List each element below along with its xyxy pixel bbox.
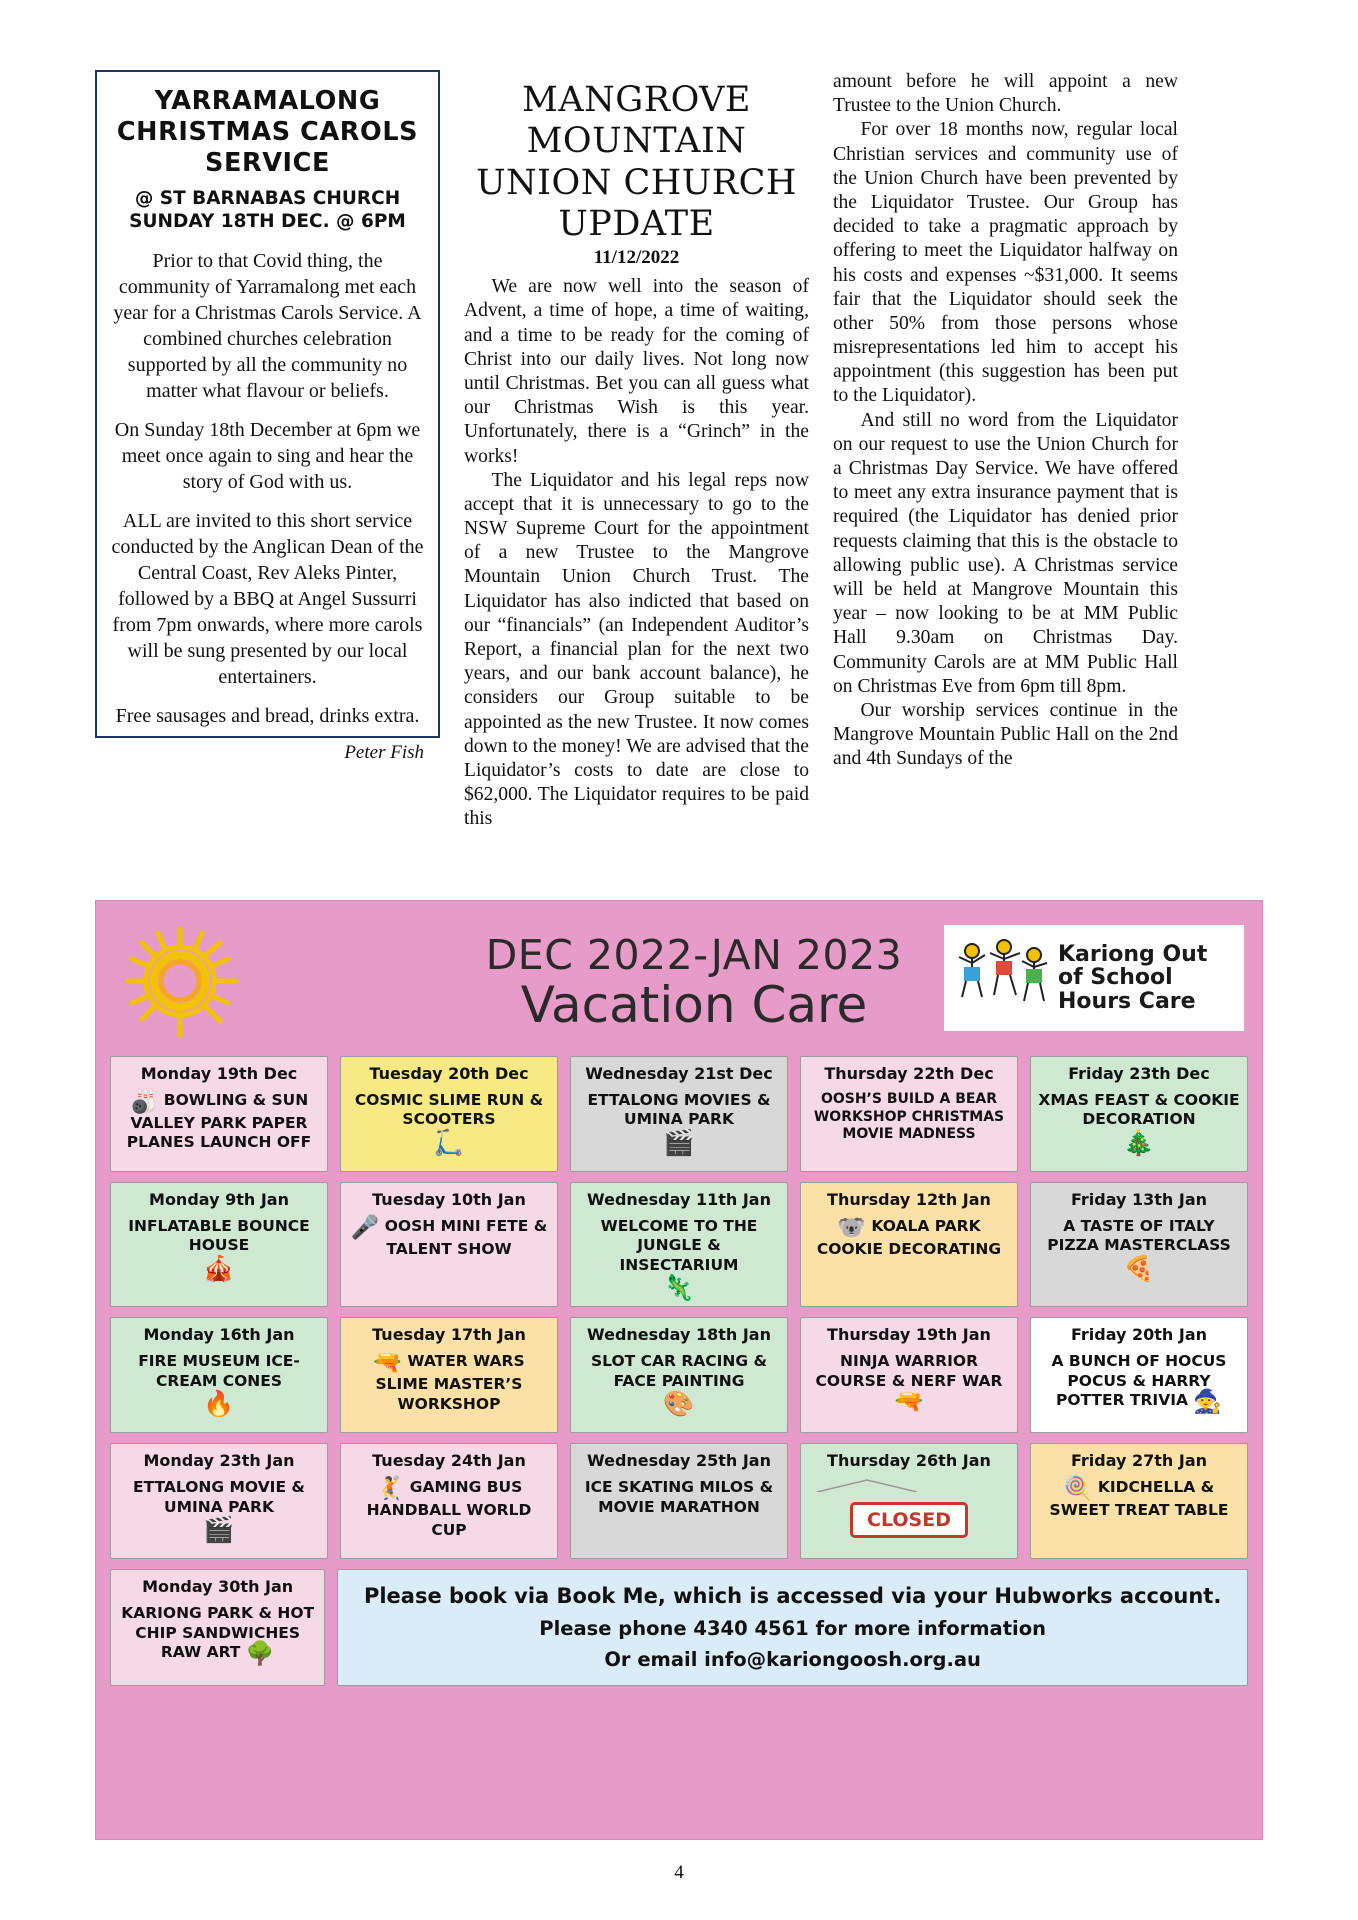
article-columns [0,0,1358,900]
fire-icon: 🔥 [203,1388,235,1418]
sign-string-icon [807,1478,927,1492]
activity-day: Tuesday 20th Dec [369,1064,529,1083]
carols-paragraph-1: Prior to that Covid thing, the community of Yarramalong met each year for a Christmas Carols Service. A combined churches celebration supported by all the community no matter what flavour or beliefs. [113,249,422,402]
activity-cell-closed [800,1443,1018,1559]
carols-notice-box [95,70,440,763]
oosh-logo [944,925,1244,1031]
carols-title: YARRAMALONG CHRISTMAS CAROLS SERVICE [116,86,419,179]
activity-text: WATER WARS SLIME MASTER’S WORKSHOP [375,1352,525,1413]
booking-line-3: Or email info@kariongoosh.org.au [604,1648,981,1672]
activity-day: Tuesday 24th Jan [372,1451,526,1471]
activity-text: ETTALONG MOVIES & UMINA PARK [587,1091,771,1129]
activity-text: OOSH MINI FETE & TALENT SHOW [384,1217,548,1258]
activity-day: Wednesday 11th Jan [587,1190,771,1209]
activity-text: BOWLING & SUN VALLEY PARK PAPER PLANES LAUNCH OFF [126,1091,312,1152]
activity-cell [800,1317,1018,1433]
activity-day: Monday 30th Jan [142,1577,294,1597]
column-middle [464,70,809,900]
candy-icon: 🍭 [1063,1476,1093,1503]
activity-cell [110,1443,328,1559]
microphone-icon: 🎤 [350,1215,380,1241]
article-paragraph: We are now well into the season of Advent, a time of hope, a time of waiting, and a time to be ready for the coming of Christ into our daily lives. Not long now until Christmas. Bet you can all guess what our Christmas Wish is this year. Unfortunately, there is a “Grinch” in the works! [464,276,809,467]
column-left [95,70,440,900]
kids-illustration-icon [952,935,1052,1021]
nerf-gun-icon: 🔫 [894,1388,924,1415]
movie-icon: 🎬 [663,1127,695,1157]
page-number: 4 [674,1862,684,1883]
activity-cell [1030,1056,1248,1172]
activity-text: GAMING BUS HANDBALL WORLD CUP [366,1478,532,1539]
carols-paragraph-3: ALL are invited to this short service conducted by the Anglican Dean of the Central Coast, Rev Aleks Pinter, followed by a BBQ at Angel Sussurri from 7pm onwards, where more carols will be sung presented by our local entertainers. [111,509,424,688]
activity-day: Friday 23th Dec [1068,1064,1210,1083]
article-paragraph: Our worship services continue in the Mangrove Mountain Public Hall on the 2nd and 4th Sundays of the [833,699,1178,770]
activity-day: Tuesday 10th Jan [372,1190,526,1209]
activity-text: A TASTE OF ITALY PIZZA MASTERCLASS [1047,1217,1231,1255]
activity-text: ETTALONG MOVIE & UMINA PARK [133,1478,305,1516]
carols-paragraph-4: Free sausages and bread, drinks extra. [115,704,420,727]
article-paragraph: And still no word from the Liquidator on our request to use the Union Church for a Christmas Day Service. We have offered to meet any extra insurance payment that is required (the Liquidator has denied prior requests claiming that this is the obstacle to allowing public use). A Christmas service will be held at Mangrove Mountain this year – now looking to be at MM Public Hall 9.30am on Christmas Day. Community Carols are at MM Public Hall on Christmas Eve from 6pm till 8pm. [833,409,1178,697]
activity-text: SLOT CAR RACING & FACE PAINTING [590,1352,768,1390]
activity-cell [1030,1182,1248,1307]
closed-badge: CLOSED [850,1502,968,1538]
activity-text: KIDCHELLA & SWEET TREAT TABLE [1049,1478,1229,1520]
activity-text: A BUNCH OF HOCUS POCUS & HARRY POTTER TRIVIA [1051,1352,1227,1409]
activity-cell [1030,1443,1248,1559]
bowling-icon: 🎳 [129,1089,159,1115]
activity-text: OOSH’S BUILD A BEAR WORKSHOP CHRISTMAS MOVIE MADNESS [813,1091,1005,1142]
activity-day: Thursday 26th Jan [827,1451,991,1471]
flyer-date-range: DEC 2022-JAN 2023 [485,931,903,980]
activity-day: Monday 9th Jan [149,1190,289,1209]
activity-cell [340,1056,558,1172]
handball-player-icon: 🤾 [375,1476,405,1503]
bounce-house-icon: 🎪 [203,1253,235,1283]
flyer-title-block [485,931,903,1034]
article-title: MANGROVE MOUNTAIN UNION CHURCH UPDATE [476,80,797,244]
wizard-icon: 🧙 [1193,1388,1223,1415]
activity-cell [110,1182,328,1307]
activity-cell [1030,1317,1248,1433]
oosh-logo-text: Kariong Out of School Hours Care [1058,941,1208,1014]
carols-signature: Peter Fish [344,741,424,763]
booking-line-1: Please book via Book Me, which is accessed via your Hubworks account. [363,1584,1222,1609]
activity-text: NINJA WARRIOR COURSE & NERF WAR [815,1352,1003,1390]
activity-day: Wednesday 25th Jan [587,1451,771,1471]
activity-cell [800,1056,1018,1172]
scooter-icon: 🛴 [433,1127,465,1157]
insect-icon: 🦎 [663,1273,695,1303]
article-paragraph: The Liquidator and his legal reps now accept that it is unnecessary to go to the NSW Supreme Court for the appointment of a new Trustee to the Mangrove Mountain Union Church Trust. The Liquidator has also indicted that based on our “financials” (an Independent Auditor’s Report, a financial plan for the next two years, and our bank account balance), he considers our Group suitable to be appointed as the new Trustee. It now comes down to the money! We are advised that the Liquidator’s costs to date are close to $62,000. The Liquidator requires to be paid this [464,469,809,830]
activity-text: COSMIC SLIME RUN & SCOOTERS [354,1091,544,1129]
activity-cell [110,1317,328,1433]
water-gun-icon: 🔫 [373,1350,403,1377]
flyer-title: Vacation Care [520,975,868,1034]
booking-line-2: Please phone 4340 4561 for more information [539,1617,1046,1641]
activity-day: Friday 20th Jan [1070,1325,1208,1345]
carols-subtitle: @ ST BARNABAS CHURCH SUNDAY 18TH DEC. @ 6PM [129,188,406,233]
activity-day: Tuesday 17th Jan [372,1325,526,1345]
activity-day: Friday 27th Jan [1070,1451,1208,1471]
activity-day: Thursday 19th Jan [827,1325,991,1345]
activity-cell [800,1182,1018,1307]
activity-text: KOALA PARK COOKIE DECORATING [816,1217,1002,1258]
christmas-tree-icon: 🎄 [1123,1127,1155,1157]
activity-cell [110,1056,328,1172]
activity-grid [110,1056,1248,1559]
activity-day: Monday 23th Jan [143,1451,295,1471]
carols-paragraph-2: On Sunday 18th December at 6pm we meet once again to sing and hear the story of God with us. [114,418,421,493]
activity-cell [340,1443,558,1559]
activity-cell [340,1317,558,1433]
activity-text: INFLATABLE BOUNCE HOUSE [128,1217,310,1255]
koala-icon: 🐨 [837,1215,866,1241]
activity-day: Friday 13th Jan [1070,1190,1208,1209]
activity-day: Monday 19th Dec [140,1064,298,1083]
clapperboard-icon: 🎬 [203,1514,235,1544]
column-right [833,70,1178,900]
activity-text: ICE SKATING MILOS & MOVIE MARATHON [584,1478,774,1516]
activity-day: Thursday 12th Jan [827,1190,991,1209]
pizza-icon: 🍕 [1123,1253,1155,1283]
activity-text: XMAS FEAST & COOKIE DECORATION [1038,1091,1240,1129]
activity-day: Wednesday 21st Dec [585,1064,773,1083]
activity-cell [340,1182,558,1307]
activity-text: WELCOME TO THE JUNGLE & INSECTARIUM [600,1217,758,1274]
activity-day: Wednesday 18th Jan [587,1325,771,1345]
booking-info [337,1569,1248,1686]
activity-day: Thursday 22th Dec [824,1064,994,1083]
activity-cell [570,1056,788,1172]
vacation-care-flyer [95,900,1263,1840]
flyer-footer [110,1569,1248,1686]
activity-cell [570,1182,788,1307]
activity-cell [570,1317,788,1433]
article-date: 11/12/2022 [593,247,680,269]
activity-cell [110,1569,325,1686]
article-paragraph: For over 18 months now, regular local Christian services and community use of the Union Church have been prevented by the Liquidator Trustee. Our Group has decided to take a pragmatic approach by offering to meet the Liquidator halfway on his costs and expenses ~$31,000. It seems fair that the Liquidator should seek the other 50% from those persons whose misrepresentations led him to accept his appointment (this suggestion has been put to the Liquidator). [833,119,1178,407]
activity-day: Monday 16th Jan [143,1325,295,1345]
activity-text: FIRE MUSEUM ICE-CREAM CONES [138,1352,300,1390]
sun-icon [118,919,268,1049]
palette-icon: 🎨 [663,1388,695,1418]
tree-icon: 🌳 [245,1640,275,1667]
flyer-header [110,911,1248,1056]
activity-cell [570,1443,788,1559]
article-paragraph: amount before he will appoint a new Trustee to the Union Church. [833,71,1178,117]
activity-text: KARIONG PARK & HOT CHIP SANDWICHES RAW ART [121,1604,315,1661]
